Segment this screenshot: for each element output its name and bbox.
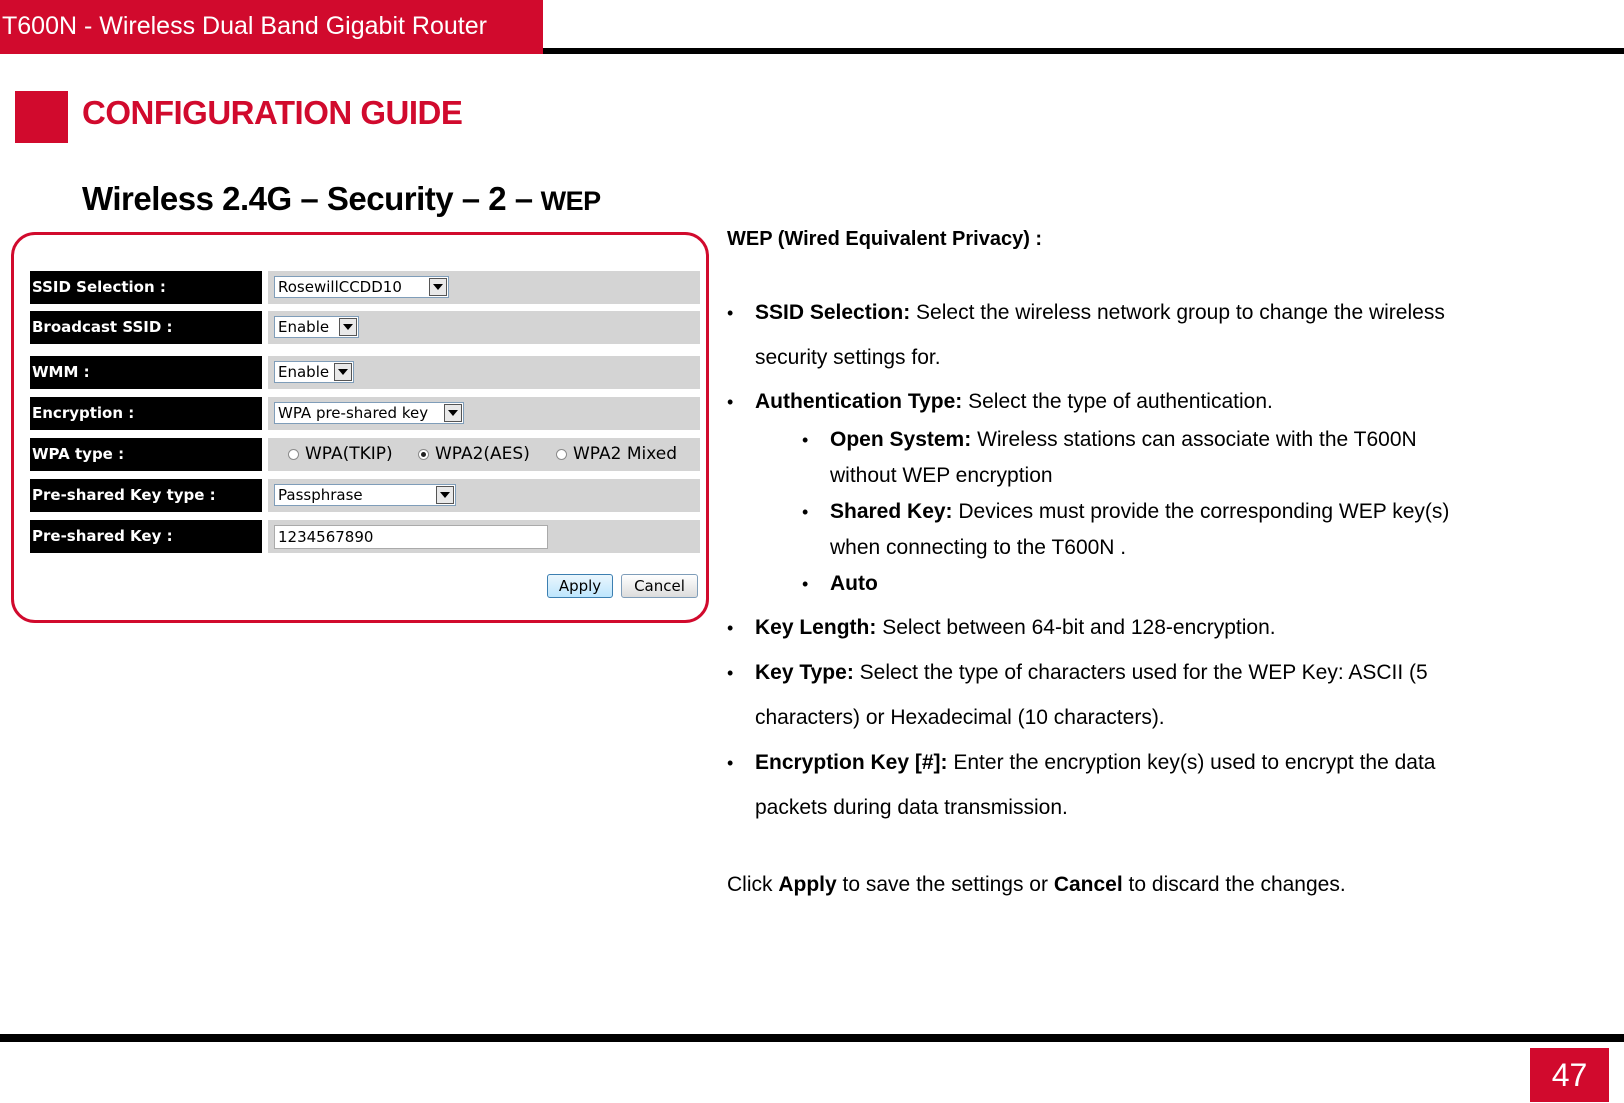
- wpa2-mixed-label: WPA2 Mixed: [573, 444, 678, 464]
- key-type-term: Key Type:: [755, 661, 854, 684]
- page-number: 47: [1530, 1048, 1609, 1102]
- encryption-dropdown[interactable]: [274, 402, 464, 424]
- wpa-type-row: [30, 438, 714, 471]
- encryption-label: Encryption :: [30, 397, 262, 430]
- preshared-key-input[interactable]: 1234567890: [274, 525, 548, 549]
- chevron-down-icon: [436, 486, 454, 504]
- shared-key-text: Devices must provide the corresponding WEP key(s): [958, 500, 1450, 523]
- closing-mid: to save the settings or: [842, 873, 1048, 896]
- bottom-divider: [0, 1034, 1624, 1042]
- encryption-row: [30, 397, 714, 430]
- broadcast-ssid-value: Enable: [278, 318, 330, 336]
- bullet-icon: •: [727, 618, 734, 638]
- ssid-selection-label: SSID Selection :: [30, 271, 262, 304]
- key-length-term: Key Length:: [755, 616, 877, 639]
- auto-term: Auto: [830, 572, 878, 595]
- chevron-down-icon: [429, 278, 447, 296]
- closing-instruction: [727, 871, 1346, 898]
- section-title-suffix: WEP: [540, 186, 601, 216]
- wpa-tkip-radio[interactable]: [288, 444, 393, 464]
- auth-type-term: Authentication Type:: [755, 390, 963, 413]
- closing-post: to discard the changes.: [1128, 873, 1346, 896]
- radio-unchecked-icon: [288, 449, 299, 460]
- key-length-desc: [755, 614, 1276, 641]
- section-title: [82, 180, 601, 218]
- wmm-label: WMM :: [30, 356, 262, 389]
- bullet-icon: •: [727, 303, 734, 323]
- key-length-text: Select between 64-bit and 128-encryption.: [882, 616, 1276, 639]
- preshared-key-type-dropdown[interactable]: [274, 484, 456, 506]
- wpa2-aes-radio[interactable]: [418, 444, 530, 464]
- apply-button[interactable]: Apply: [547, 574, 613, 598]
- guide-title: CONFIGURATION GUIDE: [82, 94, 463, 131]
- key-type-desc: [755, 659, 1428, 686]
- preshared-key-row: [30, 520, 714, 553]
- ssid-selection-text: Select the wireless network group to change the wireless: [916, 301, 1445, 324]
- auth-type-desc: [755, 388, 1273, 415]
- key-type-desc-cont: characters) or Hexadecimal (10 characters).: [755, 706, 1165, 729]
- ssid-selection-desc-cont: security settings for.: [755, 346, 941, 369]
- preshared-key-type-label: Pre-shared Key type :: [30, 479, 262, 512]
- bullet-icon: •: [727, 663, 734, 683]
- ssid-selection-value: RosewillCCDD10: [278, 278, 402, 296]
- ssid-selection-dropdown[interactable]: [274, 276, 449, 298]
- bullet-icon: •: [802, 502, 809, 522]
- cancel-button[interactable]: Cancel: [621, 574, 698, 598]
- bullet-icon: •: [727, 753, 734, 773]
- wpa-tkip-label: WPA(TKIP): [305, 444, 393, 464]
- ssid-selection-term: SSID Selection:: [755, 301, 911, 324]
- encryption-value: WPA pre-shared key: [278, 404, 429, 422]
- closing-cancel: Cancel: [1053, 873, 1123, 896]
- open-system-term: Open System:: [830, 428, 972, 451]
- preshared-key-type-row: [30, 479, 714, 512]
- encryption-key-term: Encryption Key [#]:: [755, 751, 948, 774]
- shared-key-term: Shared Key:: [830, 500, 953, 523]
- wmm-dropdown[interactable]: [274, 361, 354, 383]
- broadcast-ssid-row: [30, 311, 714, 344]
- shared-key-desc: [830, 498, 1449, 525]
- ssid-selection-row: [30, 271, 714, 304]
- shared-key-desc-cont: when connecting to the T600N .: [830, 536, 1127, 559]
- preshared-key-type-value: Passphrase: [278, 486, 363, 504]
- wpa2-mixed-radio[interactable]: [556, 444, 677, 464]
- document-title-tab: T600N - Wireless Dual Band Gigabit Router: [0, 0, 543, 54]
- broadcast-ssid-label: Broadcast SSID :: [30, 311, 262, 344]
- radio-checked-icon: [418, 449, 429, 460]
- encryption-key-desc: [755, 749, 1435, 776]
- wmm-row: [30, 356, 714, 389]
- closing-apply: Apply: [778, 873, 837, 896]
- ssid-selection-desc: [755, 299, 1445, 326]
- wmm-value: Enable: [278, 363, 330, 381]
- chevron-down-icon: [444, 404, 462, 422]
- encryption-key-text: Enter the encryption key(s) used to encrypt the data: [953, 751, 1436, 774]
- encryption-key-desc-cont: packets during data transmission.: [755, 796, 1068, 819]
- open-system-text: Wireless stations can associate with the T600N: [977, 428, 1417, 451]
- open-system-desc: [830, 426, 1417, 453]
- settings-screenshot-panel: [11, 232, 709, 623]
- bullet-icon: •: [802, 574, 809, 594]
- guide-marker: [15, 91, 68, 143]
- section-title-main: Wireless 2.4G – Security – 2 –: [82, 180, 533, 217]
- bullet-icon: •: [802, 430, 809, 450]
- description-heading: WEP (Wired Equivalent Privacy) :: [727, 228, 1043, 250]
- closing-pre: Click: [727, 873, 773, 896]
- broadcast-ssid-dropdown[interactable]: [274, 316, 359, 338]
- wpa2-aes-label: WPA2(AES): [435, 444, 530, 464]
- bullet-icon: •: [727, 392, 734, 412]
- radio-unchecked-icon: [556, 449, 567, 460]
- chevron-down-icon: [339, 318, 357, 336]
- open-system-desc-cont: without WEP encryption: [830, 464, 1053, 487]
- top-divider: [543, 48, 1624, 54]
- chevron-down-icon: [334, 363, 352, 381]
- preshared-key-label: Pre-shared Key :: [30, 520, 262, 553]
- auth-type-text: Select the type of authentication.: [968, 390, 1273, 413]
- wpa-type-label: WPA type :: [30, 438, 262, 471]
- key-type-text: Select the type of characters used for the WEP Key: ASCII (5: [859, 661, 1428, 684]
